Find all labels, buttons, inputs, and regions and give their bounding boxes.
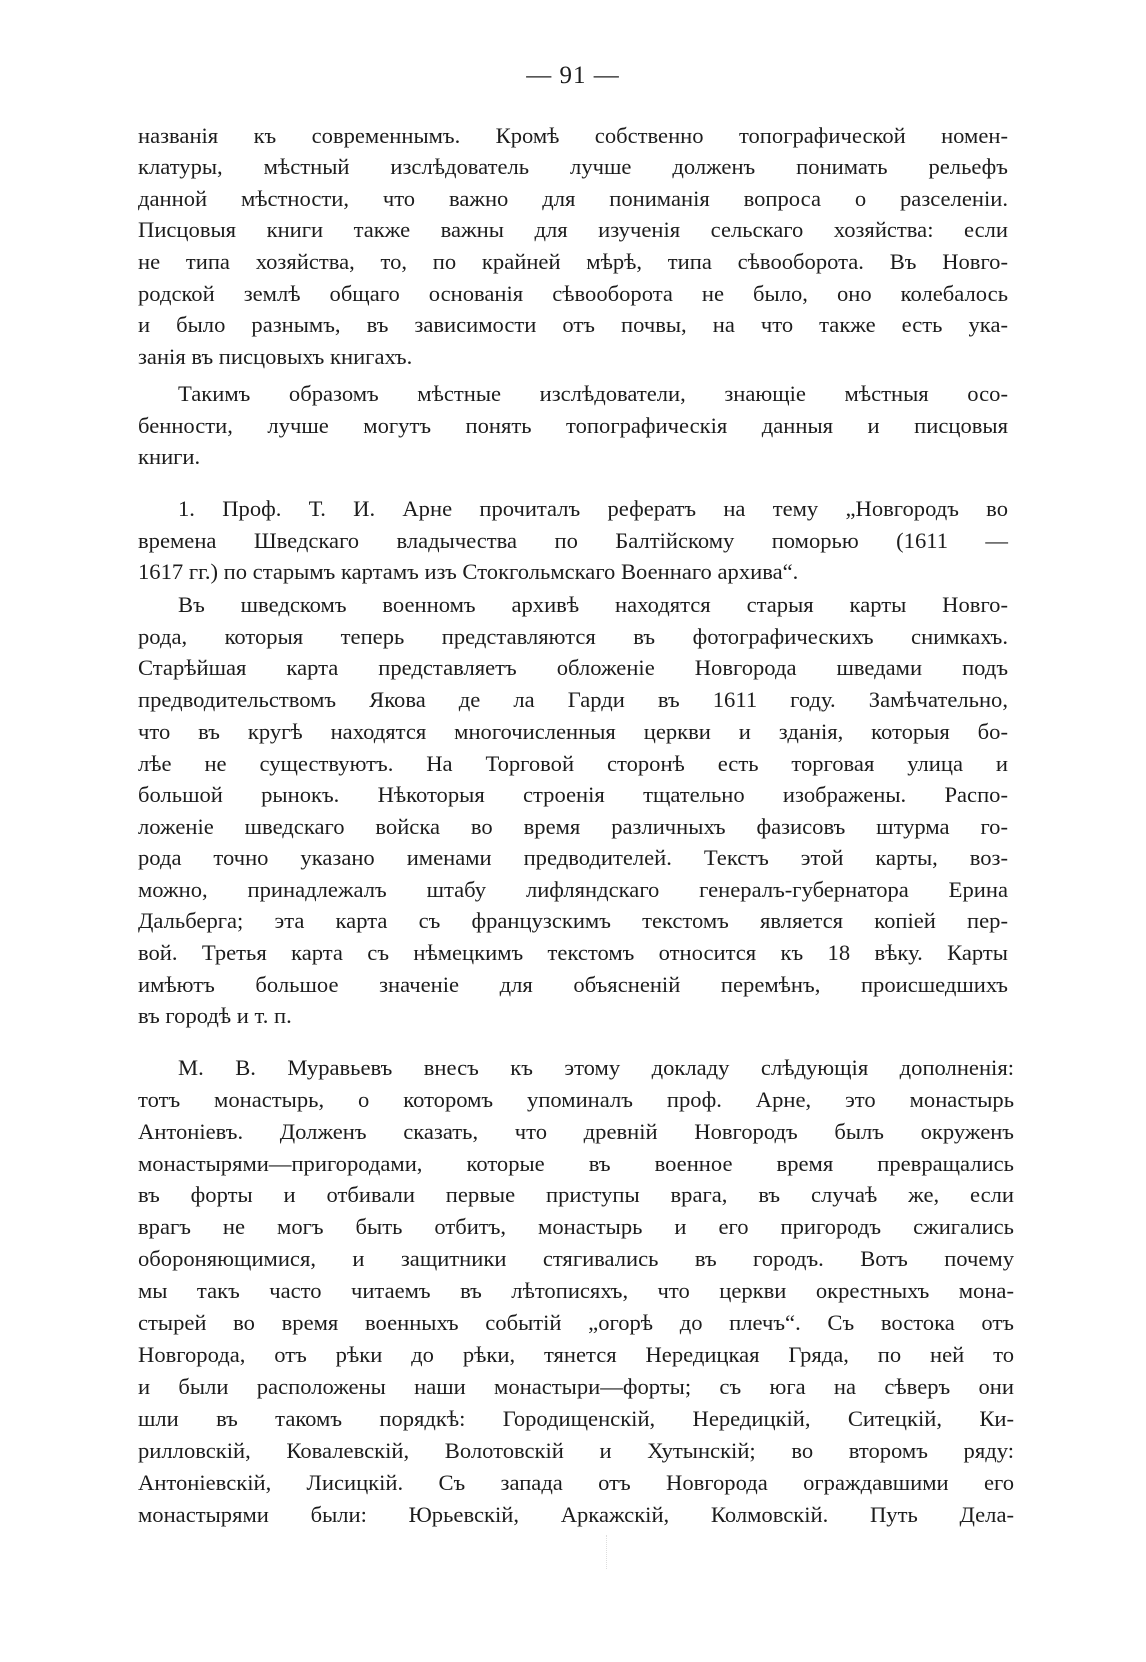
text-line: вой. Третья карта съ нѣмецкимъ текстомъ относится къ 18 вѣку. Карты <box>138 940 1008 965</box>
text-line: книги. <box>138 444 201 469</box>
paper-smudge <box>606 1535 621 1569</box>
text-line: обороняющимися, и защитники стягивались въ городъ. Вотъ почему <box>138 1246 1014 1271</box>
text-line: бенности, лучше могутъ понять топографическія данныя и писцовыя <box>138 413 1008 438</box>
text-line: врагъ не могъ быть отбитъ, монастырь и его пригородъ сжигались <box>138 1214 1014 1239</box>
text-line: имѣютъ большое значеніе для объясненій перемѣнъ, происшедшихъ <box>138 972 1008 997</box>
text-line: тотъ монастырь, о которомъ упоминалъ проф. Арне, это монастырь <box>138 1087 1014 1112</box>
text-line: родской землѣ общаго основанія сѣвооборота не было, оно колебалось <box>138 281 1008 306</box>
text-line: Новгорода, отъ рѣки до рѣки, тянется Нередицкая Гряда, по ней то <box>138 1342 1014 1367</box>
text-line: мы такъ часто читаемъ въ лѣтописяхъ, что церкви окрестныхъ мона- <box>138 1278 1014 1303</box>
text-line: клатуры, мѣстный изслѣдователь лучше долженъ понимать рельефъ <box>138 154 1008 179</box>
text-line: 1. Проф. Т. И. Арне прочиталъ рефератъ на тему „Новгородъ во <box>178 496 1008 521</box>
text-line: шли въ такомъ порядкѣ: Городищенскій, Нередицкій, Ситецкій, Ки- <box>138 1406 1014 1431</box>
text-line: лѣе не существуютъ. На Торговой сторонѣ есть торговая улица и <box>138 751 1008 776</box>
text-line: предводительствомъ Якова де ла Гарди въ 1611 году. Замѣчательно, <box>138 687 1008 712</box>
text-line: 1617 гг.) по старымъ картамъ изъ Стокгольмскаго Военнаго архива“. <box>138 559 799 584</box>
text-line: ложеніе шведскаго войска во время различныхъ фазисовъ штурма го- <box>138 814 1008 839</box>
text-line: можно, принадлежалъ штабу лифляндскаго генералъ-губернатора Ерина <box>138 877 1008 902</box>
text-line: что въ кругѣ находятся многочисленныя церкви и зданія, которыя бо- <box>138 719 1008 744</box>
text-line: въ форты и отбивали первые приступы врага, въ случаѣ же, если <box>138 1182 1014 1207</box>
text-line: въ городѣ и т. п. <box>138 1003 292 1028</box>
text-line: данной мѣстности, что важно для пониманія вопроса о разселеніи. <box>138 186 1008 211</box>
text-line: занія въ писцовыхъ книгахъ. <box>138 344 413 369</box>
text-line: монастырями—пригородами, которые въ военное время превращались <box>138 1151 1014 1176</box>
text-line: стырей во время военныхъ событій „огорѣ до плечъ“. Съ востока отъ <box>138 1310 1014 1335</box>
text-line: Дальберга; эта карта съ французскимъ текстомъ является копіей пер- <box>138 908 1008 933</box>
text-line: Писцовыя книги также важны для изученія сельскаго хозяйства: если <box>138 217 1008 242</box>
text-line: большой рынокъ. Нѣкоторыя строенія тщательно изображены. Распо- <box>138 782 1008 807</box>
text-line: Такимъ образомъ мѣстные изслѣдователи, знающіе мѣстныя осо- <box>178 381 1008 406</box>
text-line: Старѣйшая карта представляетъ обложеніе Новгорода шведами подъ <box>138 655 1008 680</box>
text-line: времена Шведскаго владычества по Балтійскому поморью (1611 — <box>138 528 1008 553</box>
text-line: Антоніевъ. Долженъ сказать, что древній Новгородъ былъ окруженъ <box>138 1119 1014 1144</box>
text-line: рода точно указано именами предводителей. Текстъ этой карты, воз- <box>138 845 1008 870</box>
text-line: Въ шведскомъ военномъ архивѣ находятся старыя карты Новго- <box>178 592 1008 617</box>
text-line: и были расположены наши монастыри—форты; съ юга на сѣверъ они <box>138 1374 1014 1399</box>
text-line: не типа хозяйства, то, по крайней мѣрѣ, типа сѣвооборота. Въ Новго- <box>138 249 1008 274</box>
text-line: названія къ современнымъ. Кромѣ собственно топографической номен- <box>138 123 1008 148</box>
page-number: — 91 — <box>526 62 620 89</box>
text-line: Антоніевскій, Лисицкій. Съ запада отъ Новгорода ограждавшими его <box>138 1470 1014 1495</box>
text-line: М. В. Муравьевъ внесъ къ этому докладу слѣдующія дополненія: <box>178 1055 1014 1080</box>
text-line: рилловскій, Ковалевскій, Волотовскій и Хутынскій; во второмъ ряду: <box>138 1438 1014 1463</box>
text-line: и было разнымъ, въ зависимости отъ почвы, на что также есть ука- <box>138 312 1008 337</box>
text-line: монастырями были: Юрьевскій, Аркажскій, Колмовскій. Путь Дела- <box>138 1502 1014 1527</box>
text-line: рода, которыя теперь представляются въ фотографическихъ снимкахъ. <box>138 624 1008 649</box>
